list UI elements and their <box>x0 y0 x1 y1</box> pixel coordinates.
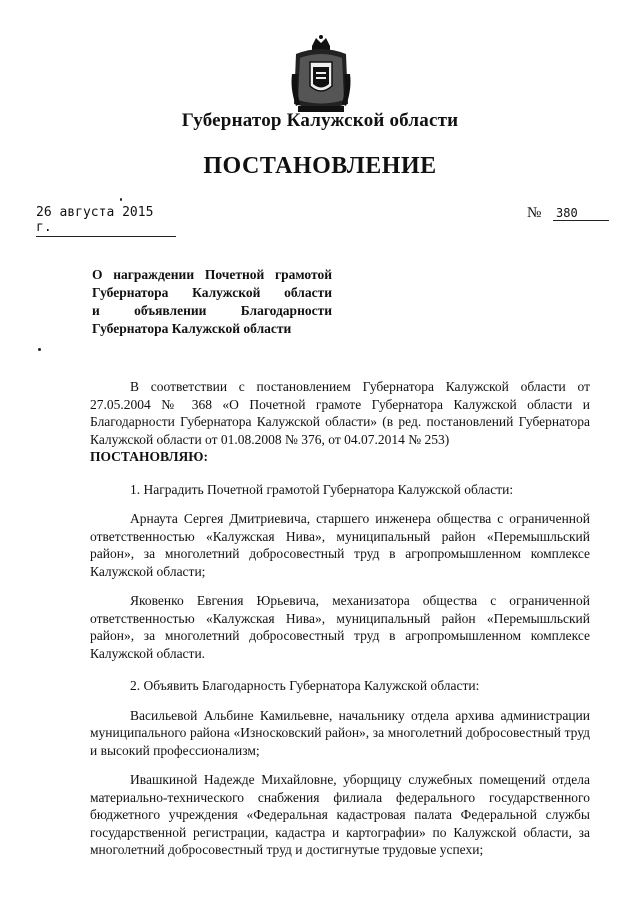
document-type: ПОСТАНОВЛЕНИЕ <box>203 153 437 179</box>
subject-line: О награждении Почетной грамотой <box>92 267 332 282</box>
item-1-heading: 1. Наградить Почетной грамотой Губернатора Калужской области: <box>130 481 514 497</box>
recipient-paragraph: Яковенко Евгения Юрьевича, механизатора общества с ограниченной ответственностью «Калужская Нива», муниципальный район «Перемышльский район», за многолетний добросовестный труд в агропромышленном комплексе Калужской области. <box>90 593 590 661</box>
subject-line: и объявлении Благодарности <box>92 303 332 318</box>
number-sign: № <box>527 205 542 221</box>
document-date: 26 августа 2015 г. <box>36 205 176 237</box>
subject-line: Губернатора Калужской области <box>92 321 292 336</box>
coat-of-arms-icon <box>290 34 352 116</box>
preamble-paragraph: В соответствии с постановлением Губернатора Калужской области от 27.05.2004 № 368 «О Почетной грамоте Губернатора Калужской области и Благодарности Губернатора Калужской области» (в ред. постановлений Губернатора Калужской области от 01.08.2008 № 376, от 04.07.2014 № 253) <box>90 379 590 447</box>
recipient-paragraph: Арнаута Сергея Дмитриевича, старшего инженера общества с ограниченной ответственностью «Калужская Нива», муниципальный район «Перемышльский район», за многолетний добросовестный труд в агропромышленном комплексе Калужской области; <box>90 511 590 579</box>
decree-word: ПОСТАНОВЛЯЮ: <box>90 449 208 464</box>
document-body <box>90 378 590 859</box>
recipient-paragraph: Ивашкиной Надежде Михайловне, уборщицу служебных помещений отдела материально-технического снабжения филиала федерального государственного бюджетного учреждения «Федеральная кадастровая палата Федеральной службы государственной регистрации, кадастра и картографии» по Калужской области, за многолетний добросовестный труд и достигнутые трудовые успехи; <box>90 772 590 857</box>
recipient-paragraph: Васильевой Альбине Камильевне, начальнику отдела архива администрации муниципального района «Износковский район», за многолетний добросовестный труд и высокий профессионализм; <box>90 707 590 758</box>
scan-speck <box>120 198 122 201</box>
item-2-heading: 2. Объявить Благодарность Губернатора Калужской области: <box>130 678 480 693</box>
authority-title: Губернатор Калужской области <box>181 110 459 131</box>
scan-speck <box>38 348 41 351</box>
subject-heading <box>92 266 332 338</box>
number-value: 380 <box>553 206 609 221</box>
subject-line: Губернатора Калужской области <box>92 285 332 300</box>
